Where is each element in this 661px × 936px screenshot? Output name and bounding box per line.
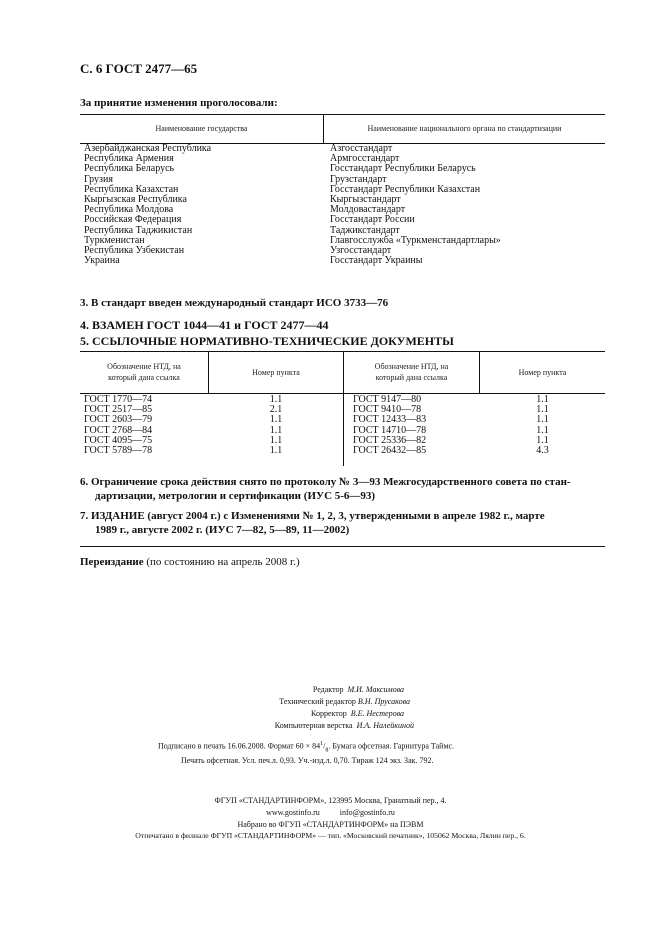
ref-document: ГОСТ 2603—79 — [84, 414, 153, 426]
standards-body: Кыргызстандарт — [330, 193, 401, 205]
refs-right-clauses — [480, 395, 605, 456]
vote-bodies — [330, 144, 501, 266]
standards-body: Грузстандарт — [330, 173, 387, 185]
refs-left-clauses — [209, 395, 343, 456]
vote-table-top-rule — [80, 114, 605, 115]
ref-document: ГОСТ 12433—83 — [353, 414, 427, 426]
ref-clause: 1.1 — [269, 414, 283, 426]
footer-printed: Отпечатано в филиале ФГУП «СТАНДАРТИНФОРМ» — тип. «Московский печатник», 105062 Москва, Лялин пер., 6. — [135, 831, 526, 840]
refs-col-clause-left: Номер пункта — [252, 368, 300, 377]
country-name: Республика Узбекистан — [84, 244, 185, 256]
ref-document: ГОСТ 1770—74 — [84, 394, 153, 405]
country-name: Азербайджанская Республика — [84, 143, 212, 154]
standards-body: Таджикстандарт — [330, 224, 400, 236]
footer-web: www.gostinfo.ru info@gostinfo.ru — [266, 808, 395, 817]
refs-col-doc-right: Обозначение НТД, на который дана ссылка — [374, 362, 449, 382]
credit-editor: Редактор М.И. Максимова — [312, 685, 404, 694]
ref-document: ГОСТ 26432—85 — [353, 444, 427, 456]
credit-proofreader: Корректор В.Е. Нестерова — [311, 709, 404, 718]
standards-body: Госстандарт Украины — [330, 255, 423, 267]
print-info-line2: Печать офсетная. Усл. печ.л. 0,93. Уч.-изд.л. 0,70. Тираж 124 экз. Зак. 792. — [181, 756, 434, 765]
country-name: Грузия — [84, 173, 113, 185]
standards-body: Госстандарт России — [330, 214, 415, 226]
section-3: 3. В стандарт введен международный стандарт ИСО 3733—76 — [80, 297, 389, 309]
reissue-rule — [80, 546, 605, 547]
vote-col-country: Наименование государства — [155, 124, 248, 133]
standards-body: Госстандарт Республики Беларусь — [330, 163, 476, 175]
refs-right-docs — [353, 395, 426, 456]
vote-countries — [84, 144, 211, 266]
ref-clause: 1.1 — [269, 444, 283, 456]
country-name: Республика Молдова — [84, 204, 174, 216]
footer-typeset: Набрано во ФГУП «СТАНДАРТИНФОРМ» на ПЭВМ — [237, 820, 424, 829]
ref-clause: 1.1 — [536, 394, 549, 405]
standards-body: Узгосстандарт — [330, 244, 392, 256]
section-7: 7. ИЗДАНИЕ (август 2004 г.) с Изменениями № 1, 2, 3, утвержденными в апреле 1982 г., марте 1989 г., августе 2002 г. (ИУС 7—82, 5—89, 11—2002) — [80, 510, 545, 536]
refs-body-divider — [343, 393, 344, 466]
ref-document: ГОСТ 5789—78 — [84, 444, 153, 456]
country-name: Кыргызская Республика — [84, 193, 187, 205]
country-name: Республика Беларусь — [84, 163, 175, 175]
standards-body: Главгосслужба «Туркменстандартлары» — [330, 234, 501, 246]
vote-title: За принятие изменения проголосовали: — [80, 97, 278, 109]
country-name: Республика Казахстан — [84, 183, 179, 195]
vote-col-body: Наименование национального органа по стандартизации — [367, 124, 562, 133]
refs-col-doc-left: Обозначение НТД, на который дана ссылка — [107, 362, 181, 382]
standards-body: Госстандарт Республики Казахстан — [330, 183, 481, 195]
ref-document: ГОСТ 2517—85 — [84, 404, 153, 416]
section-6: 6. Ограничение срока действия снято по протоколу № 3—93 Межгосударственного совета по стан- дартизации, метрологии и сертификации (ИУС 5-6—93) — [80, 476, 571, 502]
print-info-line1: Подписано в печать 16.06.2008. Формат $60 \times 84^1/_8$. Бумага офсетная. Гарнитура Таймс. — [158, 741, 455, 754]
country-name: Украина — [84, 255, 120, 267]
standards-body: Армгосстандарт — [330, 153, 400, 165]
ref-clause: 2.1 — [269, 404, 283, 416]
country-name: Туркменистан — [84, 234, 145, 246]
refs-col-clause-right: Номер пункта — [518, 368, 567, 377]
ref-document: ГОСТ 4095—75 — [84, 434, 153, 446]
ref-clause: 1.1 — [269, 394, 283, 405]
section-4: 4. ВЗАМЕН ГОСТ 1044—41 и ГОСТ 2477—44 — [80, 318, 329, 332]
ref-clause: 1.1 — [536, 414, 549, 426]
ref-clause: 1.1 — [536, 424, 549, 436]
ref-document: ГОСТ 2768—84 — [84, 424, 153, 436]
ref-clause: 1.1 — [536, 404, 549, 416]
country-name: Российская Федерация — [84, 214, 182, 226]
page-header: С. 6 ГОСТ 2477—65 — [80, 61, 198, 76]
credit-tech-editor: Технический редактор В.Н. Прусакова — [279, 697, 410, 706]
country-name: Республика Армения — [84, 153, 174, 165]
ref-clause: 1.1 — [269, 434, 283, 446]
section-5: 5. ССЫЛОЧНЫЕ НОРМАТИВНО-ТЕХНИЧЕСКИЕ ДОКУМЕНТЫ — [80, 334, 454, 348]
reissue-note: Переиздание (по состоянию на апрель 2008 г.) — [80, 556, 300, 568]
ref-clause: 1.1 — [269, 424, 283, 436]
ref-document: ГОСТ 9147—80 — [353, 394, 422, 405]
refs-left-docs — [84, 395, 152, 456]
ref-clause: 4.3 — [536, 444, 549, 456]
ref-document: ГОСТ 25336—82 — [353, 434, 427, 446]
footer-address: ФГУП «СТАНДАРТИНФОРМ», 123995 Москва, Гранатный пер., 4. — [214, 796, 447, 805]
ref-document: ГОСТ 9410—78 — [353, 404, 422, 416]
credit-layout: Компьютерная верстка И.А. Налейкиной — [274, 721, 414, 730]
standards-body: Молдовастандарт — [330, 204, 406, 216]
ref-clause: 1.1 — [536, 434, 549, 446]
ref-document: ГОСТ 14710—78 — [353, 424, 427, 436]
standards-body: Азгосстандарт — [330, 143, 393, 154]
country-name: Республика Таджикистан — [84, 224, 193, 236]
